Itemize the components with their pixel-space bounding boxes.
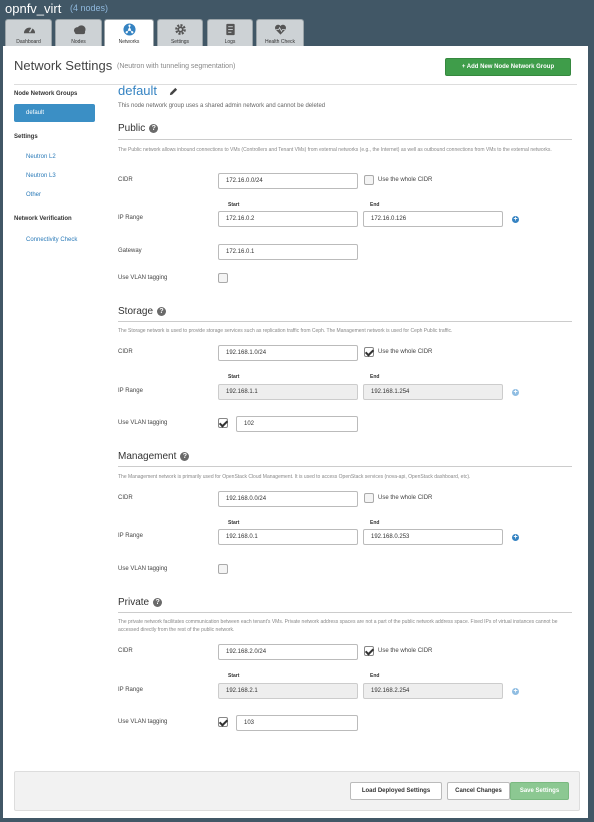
- add-range-icon: +: [513, 389, 518, 396]
- cidr-label: CIDR: [118, 648, 133, 654]
- cidr-label: CIDR: [118, 349, 133, 355]
- section-title-text: Storage: [118, 306, 154, 317]
- range-end-label: End: [370, 520, 380, 526]
- public-gateway-input[interactable]: 172.16.0.1: [218, 244, 358, 260]
- management-range-start-input[interactable]: 192.168.0.1: [218, 529, 358, 545]
- range-end-label: End: [370, 374, 380, 380]
- tab-logs[interactable]: [207, 19, 253, 46]
- cloud-icon: [73, 23, 86, 36]
- tab-label: Nodes: [71, 39, 86, 45]
- page-title: Network Settings: [14, 58, 113, 73]
- vlan-label: Use VLAN tagging: [118, 719, 168, 725]
- section-title-text: Private: [118, 597, 150, 608]
- sidebar-item-other[interactable]: Other: [26, 192, 42, 198]
- network-icon: [123, 23, 136, 36]
- public-range-start-input[interactable]: 172.16.0.2: [218, 211, 358, 227]
- whole-cidr-label: Use the whole CIDR: [378, 495, 433, 501]
- section-description-management: The Management network is primarily used for OpenStack Cloud Management. It is used to access OpenStack services (nova-api, OpenStack dashboard, etc).: [118, 474, 471, 480]
- section-title-private: [118, 597, 162, 608]
- tab-label: Logs: [224, 39, 236, 45]
- tab-settings[interactable]: [157, 19, 203, 46]
- ip-range-label: IP Range: [118, 687, 143, 693]
- management-range-end-input[interactable]: 192.168.0.253: [363, 529, 503, 545]
- range-start-label: Start: [228, 374, 240, 380]
- private-range-end-input: 192.168.2.254: [363, 683, 503, 699]
- tab-label: Health Check: [264, 39, 295, 45]
- section-divider: [118, 466, 572, 467]
- main-panel: [3, 46, 588, 818]
- public-whole-cidr-checkbox[interactable]: [364, 175, 374, 185]
- section-title-storage: [118, 306, 166, 317]
- ip-range-label: IP Range: [118, 215, 143, 221]
- add-range-icon[interactable]: +: [513, 216, 518, 223]
- storage-cidr-input[interactable]: 192.168.1.0/24: [218, 345, 358, 361]
- sidebar-heading-settings: Settings: [14, 134, 38, 140]
- whole-cidr-label: Use the whole CIDR: [378, 349, 433, 355]
- footer-bar: [14, 771, 580, 811]
- whole-cidr-label: Use the whole CIDR: [378, 648, 433, 654]
- group-name: default: [118, 83, 158, 98]
- tab-label: Settings: [170, 39, 190, 45]
- section-divider: [118, 612, 572, 613]
- public-cidr-input[interactable]: 172.16.0.0/24: [218, 173, 358, 189]
- gauge-icon: [23, 23, 36, 36]
- public-vlan-checkbox[interactable]: [218, 273, 228, 283]
- help-icon[interactable]: ?: [153, 598, 162, 607]
- tab-health-check[interactable]: [256, 19, 304, 46]
- range-start-label: Start: [228, 520, 240, 526]
- management-cidr-input[interactable]: 192.168.0.0/24: [218, 491, 358, 507]
- section-description-private: The private network facilitates communication between each tenant's VMs. Private network address spaces are not a part of the public network address space. Fixed IPs of virtual instances cannot be accessed directly from the rest of the public network.: [118, 619, 558, 633]
- save-settings-button: Save Settings: [510, 782, 569, 800]
- section-title-text: Public: [118, 123, 146, 134]
- section-description-public: The Public network allows inbound connections to VMs (Controllers and Tenant VMs) from external networks (e.g., the Internet) as well as outbound connections from VMs to the external networks.: [118, 147, 552, 153]
- cancel-changes-button[interactable]: Cancel Changes: [447, 782, 510, 800]
- private-range-start-input: 192.168.2.1: [218, 683, 358, 699]
- range-end-label: End: [370, 202, 380, 208]
- load-deployed-settings-button[interactable]: Load Deployed Settings: [350, 782, 442, 800]
- group-description: This node network group uses a shared admin network and cannot be deleted: [118, 103, 326, 109]
- range-start-label: Start: [228, 673, 240, 679]
- tab-dashboard[interactable]: [5, 19, 52, 46]
- add-range-icon: +: [513, 688, 518, 695]
- top-bar: [0, 0, 594, 46]
- add-range-icon[interactable]: +: [513, 534, 518, 541]
- management-whole-cidr-checkbox[interactable]: [364, 493, 374, 503]
- ip-range-label: IP Range: [118, 533, 143, 539]
- section-title-public: [118, 123, 158, 134]
- environment-name: opnfv_virt: [5, 1, 62, 16]
- public-range-end-input[interactable]: 172.16.0.126: [363, 211, 503, 227]
- sidebar-item-neutron-l2[interactable]: Neutron L2: [26, 154, 56, 160]
- range-start-label: Start: [228, 202, 240, 208]
- help-icon[interactable]: ?: [149, 124, 158, 133]
- management-vlan-checkbox[interactable]: [218, 564, 228, 574]
- whole-cidr-label: Use the whole CIDR: [378, 177, 433, 183]
- section-description-storage: The Storage network is used to provide storage services such as replication traffic from Ceph. The Management network is used for Ceph Public traffic.: [118, 328, 453, 334]
- ip-range-label: IP Range: [118, 388, 143, 394]
- tab-networks[interactable]: [104, 19, 154, 46]
- tab-nodes[interactable]: [55, 19, 102, 46]
- storage-whole-cidr-checkbox[interactable]: [364, 347, 374, 357]
- range-end-label: End: [370, 673, 380, 679]
- section-divider: [118, 321, 572, 322]
- heartbeat-icon: [274, 23, 287, 36]
- private-vlan-id-input[interactable]: 103: [236, 715, 358, 731]
- sidebar-heading-verification: Network Verification: [14, 216, 72, 222]
- private-cidr-input[interactable]: 192.168.2.0/24: [218, 644, 358, 660]
- document-icon: [224, 23, 237, 36]
- pencil-icon[interactable]: [169, 87, 178, 96]
- page-subtitle: (Neutron with tunneling segmentation): [117, 63, 236, 70]
- vlan-label: Use VLAN tagging: [118, 420, 168, 426]
- private-vlan-checkbox[interactable]: [218, 717, 228, 727]
- cidr-label: CIDR: [118, 177, 133, 183]
- storage-vlan-checkbox[interactable]: [218, 418, 228, 428]
- tab-label: Dashboard: [16, 39, 41, 45]
- vlan-label: Use VLAN tagging: [118, 275, 168, 281]
- divider: [14, 84, 577, 85]
- node-count: (4 nodes): [70, 3, 109, 13]
- gateway-label: Gateway: [118, 248, 142, 254]
- storage-vlan-id-input[interactable]: 102: [236, 416, 358, 432]
- sidebar-item-neutron-l3[interactable]: Neutron L3: [26, 173, 56, 179]
- storage-range-end-input: 192.168.1.254: [363, 384, 503, 400]
- section-title-text: Management: [118, 451, 177, 462]
- gear-icon: [174, 23, 187, 36]
- tab-label: Networks: [118, 39, 140, 45]
- help-icon[interactable]: ?: [180, 452, 189, 461]
- private-whole-cidr-checkbox[interactable]: [364, 646, 374, 656]
- storage-range-start-input: 192.168.1.1: [218, 384, 358, 400]
- sidebar-item-connectivity-check[interactable]: Connectivity Check: [26, 237, 78, 243]
- section-title-management: [118, 451, 189, 462]
- cidr-label: CIDR: [118, 495, 133, 501]
- section-divider: [118, 139, 572, 140]
- sidebar-item-default[interactable]: default: [14, 104, 95, 122]
- sidebar-heading-groups: Node Network Groups: [14, 91, 78, 97]
- vlan-label: Use VLAN tagging: [118, 566, 168, 572]
- add-node-network-group-button[interactable]: + Add New Node Network Group: [445, 58, 571, 76]
- help-icon[interactable]: ?: [157, 307, 166, 316]
